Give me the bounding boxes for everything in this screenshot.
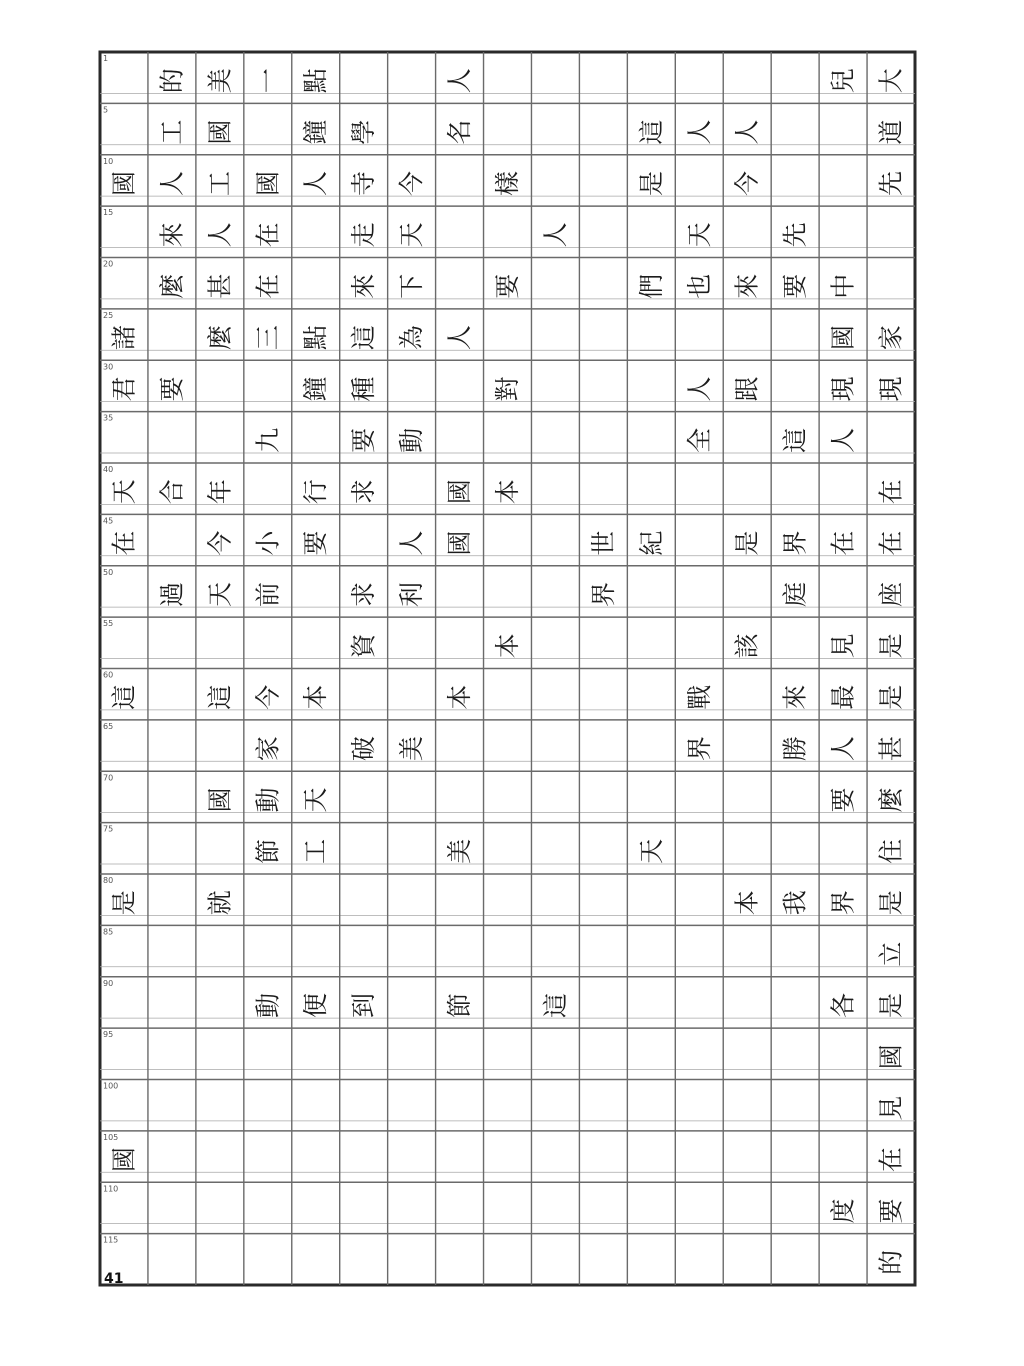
column-number: 10 (103, 156, 114, 166)
manuscript-character: 是 (732, 530, 762, 556)
manuscript-character: 工 (157, 119, 187, 145)
manuscript-character: 是 (636, 170, 666, 196)
manuscript-character: 國 (445, 479, 475, 505)
manuscript-character: 這 (780, 427, 810, 453)
manuscript-character: 是 (876, 992, 906, 1018)
manuscript-character: 年 (205, 479, 235, 505)
manuscript-character: 是 (876, 684, 906, 710)
manuscript-character: 們 (636, 273, 666, 299)
manuscript-character: 國 (109, 1147, 139, 1173)
manuscript-character: 現 (828, 376, 858, 402)
manuscript-character: 各 (828, 992, 858, 1018)
manuscript-character: 界 (684, 736, 714, 762)
manuscript-character: 便 (301, 992, 331, 1018)
manuscript-character: 動 (253, 992, 283, 1018)
column-number: 80 (103, 876, 114, 885)
manuscript-character: 大 (876, 68, 906, 94)
column-number: 25 (103, 310, 114, 320)
manuscript-character: 國 (205, 119, 235, 145)
column-number: 65 (103, 721, 114, 731)
manuscript-character: 人 (732, 119, 762, 145)
manuscript-character: 是 (876, 890, 906, 916)
column-number: 115 (103, 1235, 119, 1245)
manuscript-character: 要 (828, 787, 858, 813)
manuscript-character: 一 (253, 68, 283, 94)
column-number: 50 (103, 567, 114, 577)
manuscript-character: 跟 (732, 376, 762, 402)
manuscript-character: 庭 (780, 581, 810, 607)
manuscript-character: 天 (205, 581, 235, 607)
manuscript-character: 人 (445, 325, 475, 351)
column-number: 40 (103, 465, 114, 474)
manuscript-character: 在 (253, 222, 283, 248)
manuscript-character: 今 (253, 684, 283, 710)
manuscript-character: 君 (109, 376, 139, 402)
manuscript-character: 國 (876, 1044, 906, 1070)
manuscript-character: 全 (684, 427, 714, 453)
manuscript-character: 要 (349, 427, 379, 453)
manuscript-character: 行 (301, 479, 331, 505)
manuscript-character: 在 (109, 530, 139, 556)
manuscript-character: 戰 (684, 684, 714, 710)
manuscript-character: 先 (780, 222, 810, 248)
manuscript-character: 今 (732, 170, 762, 196)
manuscript-character: 國 (109, 170, 139, 196)
manuscript-character: 麼 (205, 325, 235, 351)
manuscript-character: 麼 (876, 787, 906, 813)
manuscript-character: 天 (301, 787, 331, 813)
manuscript-character: 鐘 (301, 119, 331, 145)
manuscript-character: 世 (588, 530, 618, 556)
manuscript-character: 天 (397, 222, 427, 248)
column-number: 60 (103, 670, 114, 680)
manuscript-character: 本 (732, 890, 762, 916)
manuscript-character: 勝 (780, 736, 810, 762)
manuscript-character: 對 (493, 376, 522, 402)
manuscript-character: 本 (493, 479, 522, 505)
manuscript-character: 這 (205, 684, 235, 710)
manuscript-character: 座 (876, 581, 906, 607)
manuscript-character: 天 (109, 479, 139, 505)
column-number: 15 (103, 208, 114, 218)
manuscript-character: 我 (780, 890, 810, 916)
manuscript-character: 界 (780, 530, 810, 556)
manuscript-character: 九 (253, 427, 283, 453)
manuscript-character: 要 (493, 273, 522, 299)
column-number: 55 (103, 619, 114, 629)
manuscript-character: 度 (828, 1198, 858, 1224)
manuscript-character: 今 (397, 170, 427, 196)
manuscript-character: 到 (349, 992, 379, 1018)
manuscript-character: 是 (109, 890, 139, 916)
column-number: 100 (103, 1081, 119, 1091)
manuscript-character: 這 (636, 119, 666, 145)
manuscript-character: 資 (349, 633, 379, 659)
manuscript-character: 天 (636, 838, 666, 864)
manuscript-character: 這 (109, 684, 139, 710)
manuscript-character: 節 (445, 992, 475, 1018)
manuscript-character: 本 (445, 684, 475, 710)
manuscript-character: 走 (349, 222, 379, 248)
manuscript-character: 工 (301, 838, 331, 864)
manuscript-character: 今 (205, 530, 235, 556)
column-number: 105 (103, 1132, 119, 1142)
grid-cells (103, 54, 906, 1275)
manuscript-character: 道 (876, 119, 906, 145)
manuscript-character: 界 (828, 890, 858, 916)
manuscript-character: 要 (157, 376, 187, 402)
manuscript-character: 寺 (349, 170, 379, 196)
manuscript-character: 人 (684, 376, 714, 402)
manuscript-character: 甚 (876, 736, 906, 762)
manuscript-character: 要 (301, 530, 331, 556)
column-number: 5 (103, 105, 109, 115)
manuscript-character: 在 (253, 273, 283, 299)
manuscript-character: 學 (349, 119, 379, 145)
column-number: 1 (103, 54, 109, 63)
manuscript-character: 人 (684, 119, 714, 145)
manuscript-character: 中 (828, 273, 858, 299)
manuscript-character: 人 (205, 222, 235, 248)
column-number: 75 (103, 824, 114, 834)
manuscript-character: 來 (732, 273, 762, 299)
manuscript-character: 種 (349, 376, 379, 402)
manuscript-character: 在 (876, 479, 906, 505)
manuscript-character: 美 (205, 68, 235, 94)
manuscript-character: 在 (876, 1147, 906, 1173)
manuscript-character: 人 (540, 222, 570, 248)
manuscript-character: 動 (253, 787, 283, 813)
manuscript-character: 就 (205, 890, 235, 916)
manuscript-character: 麼 (157, 273, 187, 299)
manuscript-character: 本 (493, 633, 522, 659)
manuscript-character: 點 (301, 325, 331, 351)
manuscript-character: 在 (876, 530, 906, 556)
manuscript-character: 人 (445, 68, 475, 94)
page-number: 41 (104, 1271, 124, 1287)
manuscript-character: 國 (828, 325, 858, 351)
manuscript-character: 家 (253, 736, 283, 762)
manuscript-character: 國 (253, 170, 283, 196)
manuscript-character: 本 (301, 684, 331, 710)
manuscript-character: 三 (253, 325, 283, 351)
manuscript-character: 名 (445, 119, 475, 145)
column-number: 110 (103, 1184, 119, 1194)
manuscript-character: 人 (157, 170, 187, 196)
manuscript-character: 來 (349, 273, 379, 299)
column-number: 95 (103, 1030, 114, 1040)
manuscript-character: 是 (876, 633, 906, 659)
column-number: 70 (103, 773, 114, 783)
manuscript-character: 先 (876, 170, 906, 196)
manuscript-character: 該 (732, 633, 762, 659)
manuscript-character: 界 (588, 581, 618, 607)
manuscript-character: 要 (876, 1198, 906, 1224)
manuscript-character: 兒 (828, 68, 858, 94)
manuscript-character: 求 (349, 479, 379, 505)
manuscript-character: 點 (301, 68, 331, 94)
manuscript-character: 下 (397, 273, 427, 299)
manuscript-character: 鐘 (301, 376, 331, 402)
manuscript-character: 國 (445, 530, 475, 556)
manuscript-character: 在 (828, 530, 858, 556)
manuscript-character: 前 (253, 581, 283, 607)
column-number: 85 (103, 927, 114, 937)
manuscript-character: 利 (397, 581, 427, 607)
manuscript-character: 最 (828, 684, 858, 710)
manuscript-character: 動 (397, 427, 427, 453)
manuscript-character: 這 (349, 325, 379, 351)
manuscript-character: 來 (157, 222, 187, 248)
manuscript-character: 諸 (109, 325, 139, 351)
manuscript-character: 小 (253, 530, 283, 556)
manuscript-character: 為 (397, 325, 427, 351)
manuscript-character: 破 (349, 736, 379, 762)
manuscript-character: 樣 (493, 170, 522, 196)
manuscript-character: 人 (397, 530, 427, 556)
manuscript-character: 的 (157, 68, 187, 94)
manuscript-character: 人 (828, 427, 858, 453)
column-number: 45 (103, 516, 114, 526)
manuscript-character: 國 (205, 787, 235, 813)
manuscript-character: 節 (253, 838, 283, 864)
manuscript-character: 也 (684, 273, 714, 299)
manuscript-character: 這 (540, 992, 570, 1018)
manuscript-character: 現 (876, 376, 906, 402)
column-number: 35 (103, 413, 114, 423)
column-number: 20 (103, 259, 114, 269)
manuscript-character: 見 (828, 633, 858, 659)
manuscript-character: 來 (780, 684, 810, 710)
manuscript-character: 人 (828, 736, 858, 762)
manuscript-character: 天 (684, 222, 714, 248)
manuscript-character: 要 (780, 273, 810, 299)
manuscript-character: 合 (157, 479, 187, 505)
manuscript-character: 紀 (636, 530, 666, 556)
manuscript-character: 過 (157, 581, 187, 607)
column-number: 90 (103, 978, 114, 988)
manuscript-character: 美 (445, 838, 475, 864)
manuscript-character: 美 (397, 736, 427, 762)
manuscript-character: 工 (205, 170, 235, 196)
manuscript-character: 甚 (205, 273, 235, 299)
manuscript-character: 住 (876, 838, 906, 864)
manuscript-character: 求 (349, 581, 379, 607)
manuscript-character: 家 (876, 325, 906, 351)
manuscript-character: 人 (301, 170, 331, 196)
manuscript-character: 立 (876, 941, 906, 967)
manuscript-character: 的 (876, 1249, 906, 1275)
manuscript-character: 見 (876, 1095, 906, 1121)
column-number: 30 (103, 362, 114, 372)
